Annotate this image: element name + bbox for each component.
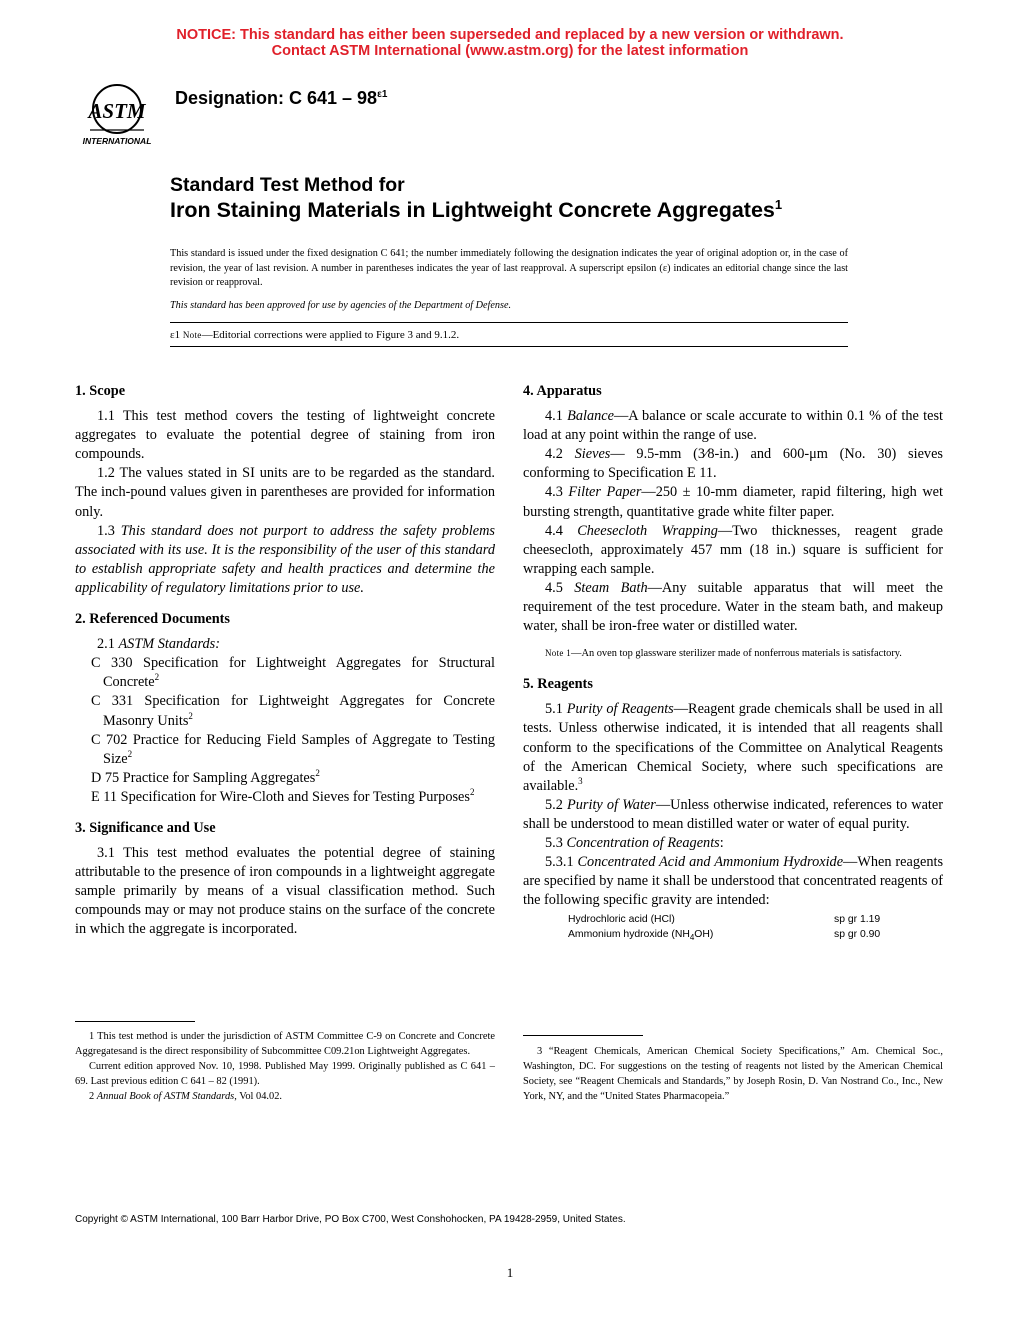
logo-wordmark: ASTM [88,99,146,123]
para-num: 4.3 [545,484,569,501]
table-cell-value: sp gr 1.19 [834,914,881,926]
para-term: Purity of Reagents [566,701,674,718]
para-1-3-num: 1.3 [97,522,121,539]
table-cell-name-subscript: 4 [689,933,695,943]
para-term: Concentrated Acid and Ammonium Hydroxide [577,854,844,871]
reference-text: E 11 Specification for Wire-Cloth and Sieves for Testing Purposes [91,788,470,805]
footnotes-left [75,1029,495,1104]
reference-footnote-mark: 2 [315,768,320,779]
logo-caption: INTERNATIONAL [82,136,152,146]
para-text: —A balance or scale accurate to within 0.1 % of the test load at any point within the range of use. [523,408,943,444]
designation-superscript: ε1 [377,89,388,100]
reference-text: C 331 Specification for Lightweight Aggregates for Concrete Masonry Units [91,693,495,729]
astm-logo [70,78,164,150]
para-text: —250 ± 10-mm diameter, rapid filtering, high wet bursting strength, quantitative grade white filter paper. [523,484,943,520]
para-4-4 [523,522,943,579]
withdrawal-notice [0,27,1020,59]
para-term: Purity of Water [567,796,656,813]
para-4-2 [523,445,943,483]
section-2-heading: 2. Referenced Documents [75,611,230,628]
editorial-note-mark: ε1 [170,329,181,341]
astm-logo-icon [70,78,164,150]
para-num: 5.1 [545,701,567,718]
para-2-1 [75,635,495,654]
footnote-2-mark: 2 [89,1091,97,1102]
issuance-statement: This standard is issued under the fixed designation C 641; the number immediately following the designation indicates the year of original adoption or, in the case of revision, the year of last revision. A number in parentheses indicates the year of last reapproval. A superscript epsilon (ε) indicates an editorial change since the last revision or reapproval. [170,248,848,288]
para-1-1: 1.1 This test method covers the testing of lightweight concrete aggregates to evaluate the potential degree of staining from iron compounds. [75,408,495,463]
reference-item [75,788,495,807]
para-2-1-num: 2.1 [97,636,119,653]
section-3-heading: 3. Significance and Use [75,819,216,836]
para-text: —When reagents are specified by name it shall be understood that concentrated reagents of the following specific gravity are intended: [523,854,944,909]
designation-text: Designation: C 641 – 98 [175,88,378,108]
title-line-2 [170,198,782,223]
note-1 [523,646,943,661]
footnote-2-italic: Annual Book of ASTM Standards [96,1091,235,1102]
para-text: —Two thicknesses, reagent grade cheesecloth, approximately 457 mm (18 in.) square is sufficient for wrapping each sample. [523,522,943,577]
footnote-divider [523,1035,643,1036]
reference-item [75,654,495,692]
note-1-text: —An oven top glassware sterilizer made of nonferrous materials is satisfactory. [571,648,902,660]
para-num: 4.4 [545,522,578,539]
para-1-3 [75,522,495,598]
reference-footnote-mark: 2 [154,672,160,683]
divider [170,322,848,323]
para-text: —Unless otherwise indicated, references to water shall be understood to mean distilled water or water of equal purity. [523,796,943,832]
copyright: Copyright © ASTM International, 100 Barr Harbor Drive, PO Box C700, West Conshohocken, PA 19428-2959, United States. [75,1214,626,1225]
reference-text: C 330 Specification for Lightweight Aggregates for Structural Concrete [91,655,495,691]
para-5-2 [523,796,943,834]
footnote-2 [75,1089,495,1104]
para-term: Sieves [574,446,611,463]
para-text: —Reagent grade chemicals shall be used in all tests. Unless otherwise indicated, it is intended that all reagents shall conform to the specifications of the Committee on Analytical Reagents of the American Chemical Society, where such specifications are available. [523,701,943,794]
para-1-3-text: This standard does not purport to address the safety problems associated with its use. It is the responsibility of the user of this standard to establish appropriate safety and health practices and determine the applicability of regulatory limitations prior to use. [75,522,495,596]
table-cell-name-text: OH) [694,929,714,941]
left-column [75,382,495,940]
para-term: Balance [567,408,614,425]
para-1-2: 1.2 The values stated in SI units are to be regarded as the standard. The inch-pound values given in parentheses are provided for information only. [75,465,495,520]
para-term: Steam Bath [574,579,648,596]
para-4-1 [523,407,943,445]
dod-approval-statement: This standard has been approved for use by agencies of the Department of Defense. [170,300,512,311]
para-5-1 [523,700,943,795]
para-num: 5.3.1 [545,854,578,871]
note-1-label: Note 1 [545,648,572,659]
table-cell-name: Hydrochloric acid (HCl) [568,914,675,926]
para-term: Filter Paper [568,484,642,501]
table-cell-name-text: Ammonium hydroxide (NH [568,929,690,941]
para-term: Concentration of Reagents [566,834,720,851]
right-column [523,382,943,944]
notice-line-2: Contact ASTM International (www.astm.org) for the latest information [271,43,749,59]
table-cell-value: sp gr 0.90 [834,929,881,941]
divider [170,346,848,347]
reference-footnote-mark: 2 [127,748,133,759]
reference-text: D 75 Practice for Sampling Aggregates [91,769,316,786]
specific-gravity-table [523,912,943,944]
editorial-note-text: —Editorial corrections were applied to Figure 3 and 9.1.2. [201,329,460,341]
reference-item [75,769,495,788]
footnotes-right [523,1044,943,1104]
para-5-3-1 [523,853,943,910]
para-num: 5.3 [545,834,567,851]
para-text: : [719,834,724,851]
para-4-3 [523,483,943,521]
footnote-3: 3 “Reagent Chemicals, American Chemical Society Specifications,” Am. Chemical Soc., Washington, DC. For suggestions on the testing of reagents not listed by the American Chemical Society, see “Reagent Chemicals and Standards,” by Joseph Rosin, D. Van Nostrand Co., Inc., New York, NY, and the “United States Pharmacopeia.” [523,1046,943,1102]
reference-item [75,731,495,769]
section-1-heading: 1. Scope [75,383,126,399]
notice-line-1: NOTICE: This standard has either been superseded and replaced by a new version or withdrawn. [176,27,844,43]
section-5-heading: 5. Reagents [523,676,593,693]
para-term: Cheesecloth Wrapping [577,522,718,539]
section-4-heading: 4. Apparatus [523,383,602,399]
reference-text: C 702 Practice for Reducing Field Samples of Aggregate to Testing Size [91,731,495,767]
title-text: Iron Staining Materials in Lightweight Concrete Aggregates [170,198,775,222]
para-num: 5.2 [545,796,568,813]
footnote-1b: Current edition approved Nov. 10, 1998. Published May 1999. Originally published as C 641 – 69. Last previous edition C 641 – 82 (1991). [75,1061,495,1087]
page-number: 1 [506,1265,514,1280]
footnote-divider [75,1021,195,1022]
footnote-mark: 3 [578,775,583,786]
title-footnote-mark: 1 [774,196,783,212]
para-2-1-text: ASTM Standards: [118,636,220,653]
reference-footnote-mark: 2 [188,710,193,721]
para-num: 4.1 [545,408,568,425]
para-num: 4.5 [545,579,575,596]
para-3-1: 3.1 This test method evaluates the potential degree of staining attributable to the presence of iron compounds in a lightweight aggregate sample primarily by means of a visual classification method. Such compounds may or may not produce stains on the surface of the concrete in which the aggregate is incorporated. [75,845,495,938]
para-5-3 [523,834,943,853]
para-text: —Any suitable apparatus that will meet the requirement of the test procedure. Water in the steam bath, and makeup water, shall be iron-free water or distilled water. [523,579,943,635]
designation [175,88,387,109]
reference-item [75,692,495,730]
para-text: — 9.5-mm (3⁄8-in.) and 600-μm (No. 30) sieves conforming to Specification E 11. [523,446,943,482]
para-4-5 [523,579,943,636]
footnote-2-text: , Vol 04.02. [234,1091,283,1102]
editorial-note [170,329,459,341]
editorial-note-label: Note [182,330,202,340]
table-cell-name [568,927,713,942]
para-num: 4.2 [545,446,575,463]
footnote-1: 1 This test method is under the jurisdiction of ASTM Committee C-9 on Concrete and Concrete Aggregatesand is the direct responsibility of Subcommittee C09.21on Lightweight Aggregates. [75,1031,495,1057]
title-line-1: Standard Test Method for [170,174,405,196]
reference-footnote-mark: 2 [469,787,475,798]
